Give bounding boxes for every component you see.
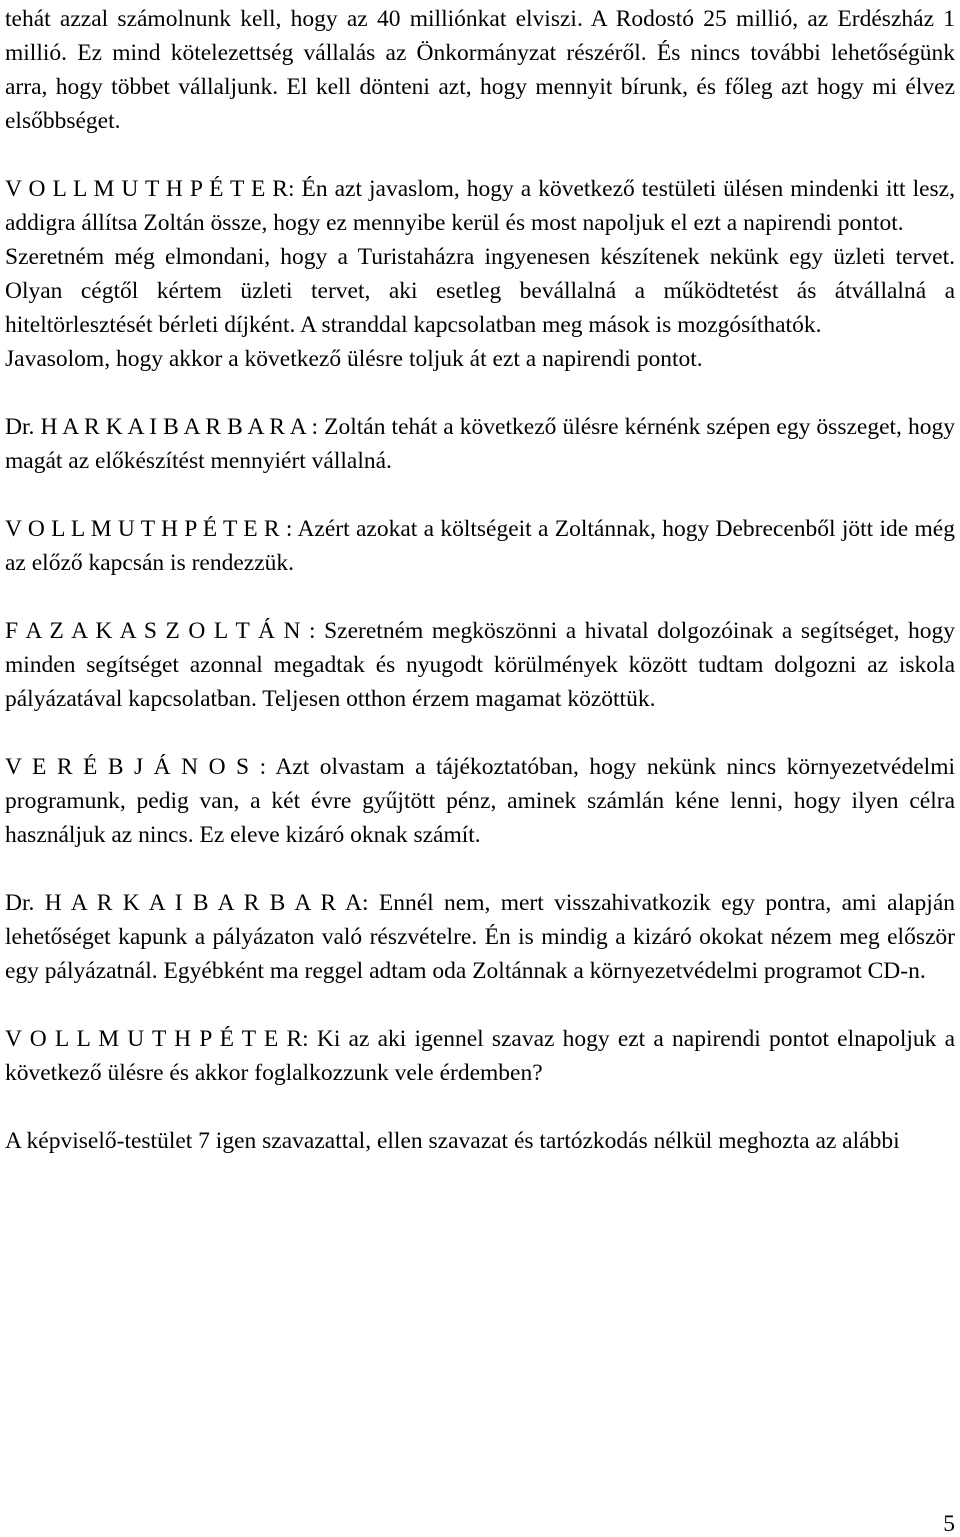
speaker-name: V O L L M U T H P É T E R : — [5, 516, 293, 542]
speaker-name: V O L L M U T H P É T E R: — [5, 1026, 309, 1052]
paragraph-text: Zoltán tehát a következő ülésre kérnénk szépen egy összeget, hogy magát az előkészítést mennyiért vállalná. — [5, 414, 955, 474]
speaker-name: F A Z A K A S Z O L T Á N : — [5, 618, 316, 644]
paragraph-vereb — [5, 750, 955, 852]
paragraph-javasolom — [5, 342, 955, 376]
paragraph-text: Ki az aki igennel szavaz hogy ezt a napirendi pontot elnapoljuk a következő ülésre és akkor foglalkozzunk vele érdemben? — [5, 1026, 955, 1086]
paragraph-text: A képviselő-testület 7 igen szavazattal, ellen szavazat és tartózkodás nélkül meghozta az alábbi — [5, 1128, 900, 1154]
speaker-name: Dr. H A R K A I B A R B A R A: — [5, 890, 369, 916]
paragraph-text: Szeretném megköszönni a hivatal dolgozóinak a segítséget, hogy minden segítséget azonnal megadtak és nyugodt körülmények között tudtam dolgozni az iskola pályázatával kapcsolatban. Teljesen otthon érzem magamat közöttük. — [5, 618, 955, 712]
paragraph-text: Szeretném még elmondani, hogy a Turistaházra ingyenesen készítenek nekünk egy üzleti tervet. Olyan cégtől kértem üzleti tervet, aki esetleg bevállalná a működtetést ás átvállalná a hiteltörlesztését bérleti díjként. A stranddal kapcsolatban meg mások is mozgósíthatók. — [5, 244, 955, 338]
paragraph-text: Javasolom, hogy akkor a következő ülésre toljuk át ezt a napirendi pontot. — [5, 346, 703, 372]
paragraph-text: Azt olvastam a tájékoztatóban, hogy nekünk nincs környezetvédelmi programunk, pedig van, a két évre gyűjtött pénz, aminek számlán kéne lenni, hogy ilyen célra használjuk az nincs. Ez eleve kizáró oknak számít. — [5, 754, 955, 848]
paragraph-intro — [5, 2, 955, 138]
speaker-name: V O L L M U T H P É T E R: — [5, 176, 295, 202]
speaker-name: V E R É B J Á N O S : — [5, 754, 267, 780]
paragraph-text: Ennél nem, mert visszahivatkozik egy pontra, ami alapján lehetőséget kapunk a pályázaton való részvételre. Én is mindig a kizáró okokat nézem meg először egy pályázatnál. Egyébként ma reggel adtam oda Zoltánnak a környezetvédelmi programot CD-n. — [5, 890, 955, 984]
paragraph-text: Azért azokat a költségeit a Zoltánnak, hogy Debrecenből jött ide még az előző kapcsán is rendezzük. — [5, 516, 955, 576]
paragraph-vollmuth-2 — [5, 512, 955, 580]
paragraph-turistahaz — [5, 240, 955, 342]
paragraph-vote-result — [5, 1124, 955, 1158]
paragraph-text: Én azt javaslom, hogy a következő testületi ülésen mindenki itt lesz, addigra állítsa Zoltán össze, hogy ez mennyibe kerül és most napoljuk el ezt a napirendi pontot. — [5, 176, 955, 236]
paragraph-harkai-1 — [5, 410, 955, 478]
paragraph-harkai-2 — [5, 886, 955, 988]
document-page — [5, 2, 955, 1158]
paragraph-vollmuth-1 — [5, 172, 955, 240]
paragraph-vollmuth-3 — [5, 1022, 955, 1090]
speaker-name: Dr. H A R K A I B A R B A R A : — [5, 414, 319, 440]
paragraph-text: tehát azzal számolnunk kell, hogy az 40 milliónkat elviszi. A Rodostó 25 millió, az Erdészház 1 millió. Ez mind kötelezettség vállalás az Önkormányzat részéről. És nincs további lehetőségünk arra, hogy többet vállaljunk. El kell dönteni azt, hogy mennyit bírunk, és főleg azt hogy mi élvez elsőbbséget. — [5, 6, 955, 134]
paragraph-fazakas — [5, 614, 955, 716]
page-number: 5 — [943, 1511, 955, 1537]
